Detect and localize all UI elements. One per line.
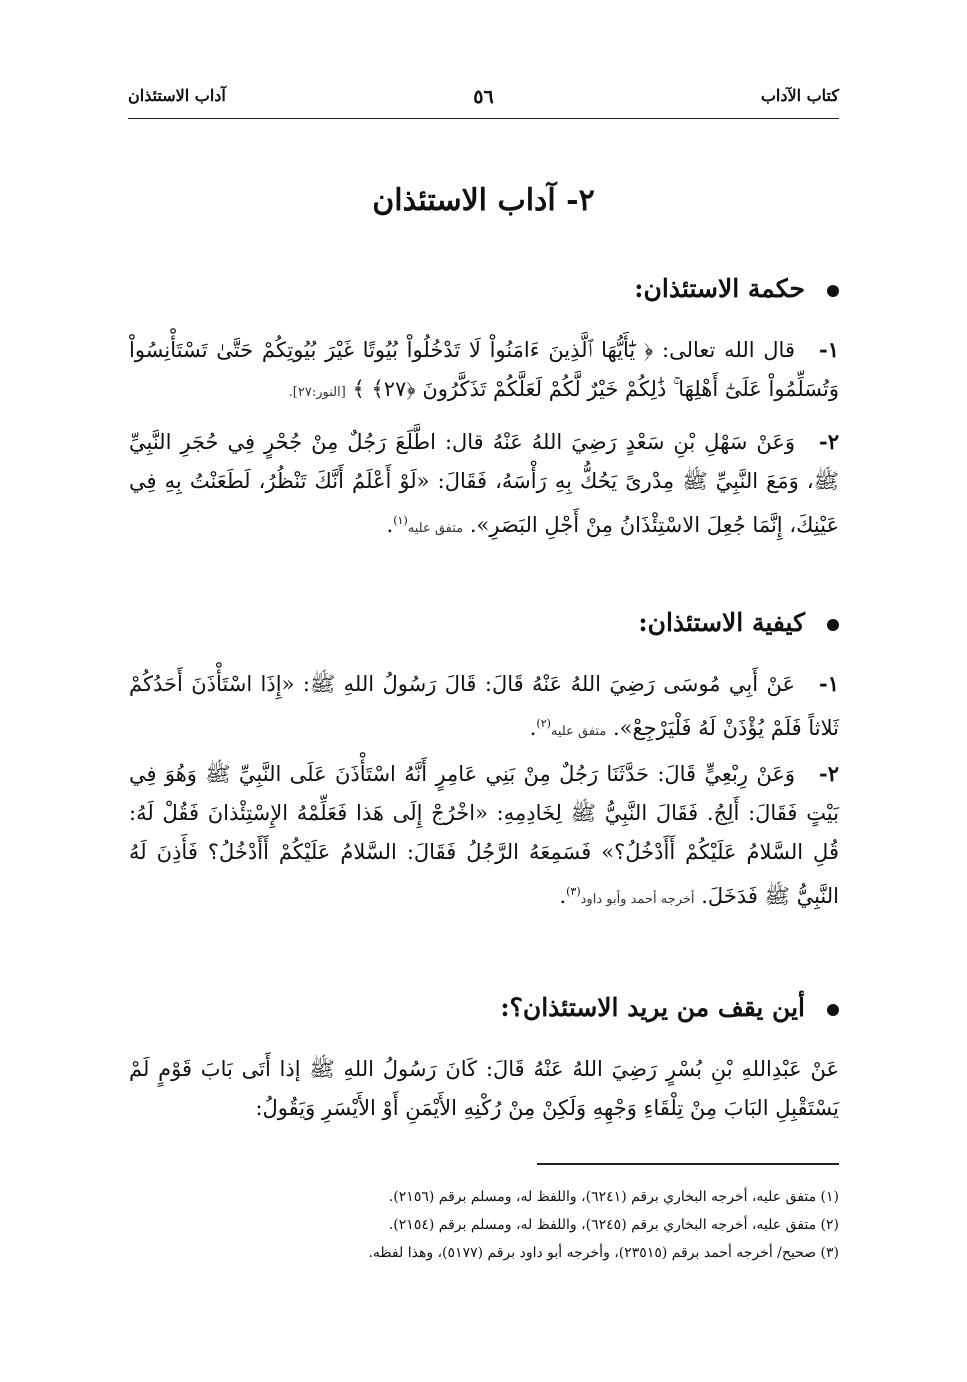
paragraph-text: عَنْ عَبْدِاللهِ بْنِ بُسْرٍ رَضِيَ اللهُ عَنْهُ قَالَ: كَانَ رَسُولُ اللهِ ﷺ إذا أَتَى بَابَ قَوْمٍ لَمْ يَسْتَقْبِلِ البَابَ مِنْ تِلْقَاءِ وَجْهِهِ وَلَكِنْ مِنْ رُكْنِهِ الأَيْمَنِ أَوْ الأَيْسَرِ وَيَقُولُ: [129, 1057, 839, 1120]
header-page-number: ٥٦ [473, 86, 494, 108]
hadith-source: أخرجه أحمد وأبو داود [580, 892, 695, 907]
footnote-reference: (٣) [566, 885, 581, 898]
header-divider [128, 118, 839, 119]
item-number: ١- [819, 671, 839, 696]
footnote: (١) متفق عليه، أخرجه البخاري برقم (٦٢٤١)، واللفظ له، ومسلم برقم (٢١٥٦). [388, 1189, 839, 1205]
section-heading-wisdom [634, 274, 839, 303]
hadith-paragraph [129, 1050, 839, 1128]
hadith-source: متفق عليه [550, 724, 607, 739]
hadith-item: ٢-وَعَنْ رِبْعِيٍّ قَالَ: حَدَّثَنَا رَجُلٌ مِنْ بَنِي عَامِرٍ أَنَّهُ اسْتَأْذَنَ عَلَى النَّبِيِّ ﷺ وَهُوَ فِي بَيْتٍ فَقَالَ: أَلِجُ. فَقَالَ النَّبِيُّ ﷺ لِخَادِمِهِ: «اخْرُجْ إِلَى هَذا فَعَلِّمْهُ الإِسْتِئْذانَ فَقُلْ لَهُ: قُلِ السَّلامُ عَلَيْكُمْ أَأَدْخُلُ؟» فَسَمِعَهُ الرَّجُلُ فَقَالَ: السَّلامُ عَلَيْكُمْ أَأَدْخُلُ؟ فَأَذِنَ لَهُ النَّبِيُّ ﷺ فَدَخَلَ. أخرجه أحمد وأبو داود$^{(٣)}$. [129, 754, 839, 919]
section-heading-position [500, 993, 839, 1022]
item-number: ٢- [819, 429, 839, 454]
bullet-icon [827, 1004, 839, 1016]
footnote-divider [537, 1163, 839, 1165]
header-book-title: كتاب الآداب [760, 86, 839, 105]
hadith-source: متفق عليه [407, 521, 464, 536]
item-text: وَعَنْ رِبْعِيٍّ قَالَ: حَدَّثَنَا رَجُلٌ مِنْ بَنِي عَامِرٍ أَنَّهُ اسْتَأْذَنَ عَلَى النَّبِيِّ ﷺ وَهُوَ فِي بَيْتٍ فَقَالَ: أَلِجُ. فَقَالَ النَّبِيُّ ﷺ لِخَادِمِهِ: «اخْرُجْ إِلَى هَذا فَعَلِّمْهُ الإِسْتِئْذانَ فَقُلْ لَهُ: قُلِ السَّلامُ عَلَيْكُمْ أَأَدْخُلُ؟» فَسَمِعَهُ الرَّجُلُ فَقَالَ: السَّلامُ عَلَيْكُمْ أَأَدْخُلُ؟ فَأَذِنَ لَهُ النَّبِيُّ ﷺ فَدَخَلَ. [129, 762, 839, 908]
hadith-item: ٢-وَعَنْ سَهْلِ بْنِ سَعْدٍ رَضِيَ اللهُ عَنْهُ قال: اطَّلَعَ رَجُلٌ مِنْ جُحْرٍ فِي حُجَرِ النَّبِيِّ ﷺ، وَمَعَ النَّبِيِّ ﷺ مِدْرىً يَحُكُّ بِهِ رَأْسَهُ، فَقَالَ: «لَوْ أَعْلَمُ أَنَّكَ تَنْظُرُ، لَطَعَنْتُ بِهِ فِي عَيْنِكَ، إِنَّمَا جُعِلَ الاسْتِئْذَانُ مِنْ أَجْلِ البَصَرِ». متفق عليه$^{(١)}$. [129, 422, 839, 548]
section-heading-text: حكمة الاستئذان: [634, 274, 805, 303]
item-text: عَنْ أَبِي مُوسَى رَضِيَ اللهُ عَنْهُ قَالَ: قَالَ رَسُولُ اللهِ ﷺ: «إِذَا اسْتَأْذَنَ أَحَدُكُمْ ثَلاثاً فَلَمْ يُؤْذَنْ لَهُ فَلْيَرْجِعْ». [129, 672, 839, 740]
header-chapter-title: آداب الاستئذان [128, 86, 226, 105]
section-heading-method [638, 608, 839, 637]
footnote-reference: (٢) [536, 717, 551, 730]
bullet-icon [827, 619, 839, 631]
footnotes [129, 1183, 839, 1267]
bullet-icon [827, 285, 839, 297]
footnote: (٣) صحيح/ أخرجه أحمد برقم (٢٣٥١٥)، وأخرجه أبو داود برقم (٥١٧٧)، وهذا لفظه. [368, 1245, 839, 1261]
item-text: قال الله تعالى: ﴿ يَٰٓأَيُّهَا ٱلَّذِينَ ءَامَنُواْ لَا تَدْخُلُواْ بُيُوتًا غَيْرَ بُيُوتِكُمْ حَتَّىٰ تَسْتَأْنِسُواْ وَتُسَلِّمُواْ عَلَىٰٓ أَهْلِهَا ۚ ذَٰلِكُمْ خَيْرٌ لَّكُمْ لَعَلَّكُمْ تَذَكَّرُونَ ﴿٢٧﴾ ﴾ [129, 338, 839, 401]
footnote-reference: (١) [393, 514, 408, 527]
item-text: وَعَنْ سَهْلِ بْنِ سَعْدٍ رَضِيَ اللهُ عَنْهُ قال: اطَّلَعَ رَجُلٌ مِنْ جُحْرٍ فِي حُجَرِ النَّبِيِّ ﷺ، وَمَعَ النَّبِيِّ ﷺ مِدْرىً يَحُكُّ بِهِ رَأْسَهُ، فَقَالَ: «لَوْ أَعْلَمُ أَنَّكَ تَنْظُرُ، لَطَعَنْتُ بِهِ فِي عَيْنِكَ، إِنَّمَا جُعِلَ الاسْتِئْذَانُ مِنْ أَجْلِ البَصَرِ». [129, 430, 839, 537]
quran-verse-item [129, 330, 839, 412]
chapter-title: ٢- آداب الاستئذان [372, 183, 595, 218]
section-heading-text: أين يقف من يريد الاستئذان؟: [500, 993, 805, 1022]
hadith-item: ١-عَنْ أَبِي مُوسَى رَضِيَ اللهُ عَنْهُ قَالَ: قَالَ رَسُولُ اللهِ ﷺ: «إِذَا اسْتَأْذَنَ أَحَدُكُمْ ثَلاثاً فَلَمْ يُؤْذَنْ لَهُ فَلْيَرْجِعْ». متفق عليه$^{(٢)}$. [129, 664, 839, 751]
section-heading-text: كيفية الاستئذان: [638, 608, 805, 637]
item-number: ٢- [819, 761, 839, 786]
footnote: (٢) متفق عليه، أخرجه البخاري برقم (٦٢٤٥)، واللفظ له، ومسلم برقم (٢١٥٤). [388, 1217, 839, 1233]
verse-reference: [النور:٢٧]. [288, 385, 346, 400]
running-header [128, 86, 839, 116]
item-number: ١- [819, 337, 839, 362]
